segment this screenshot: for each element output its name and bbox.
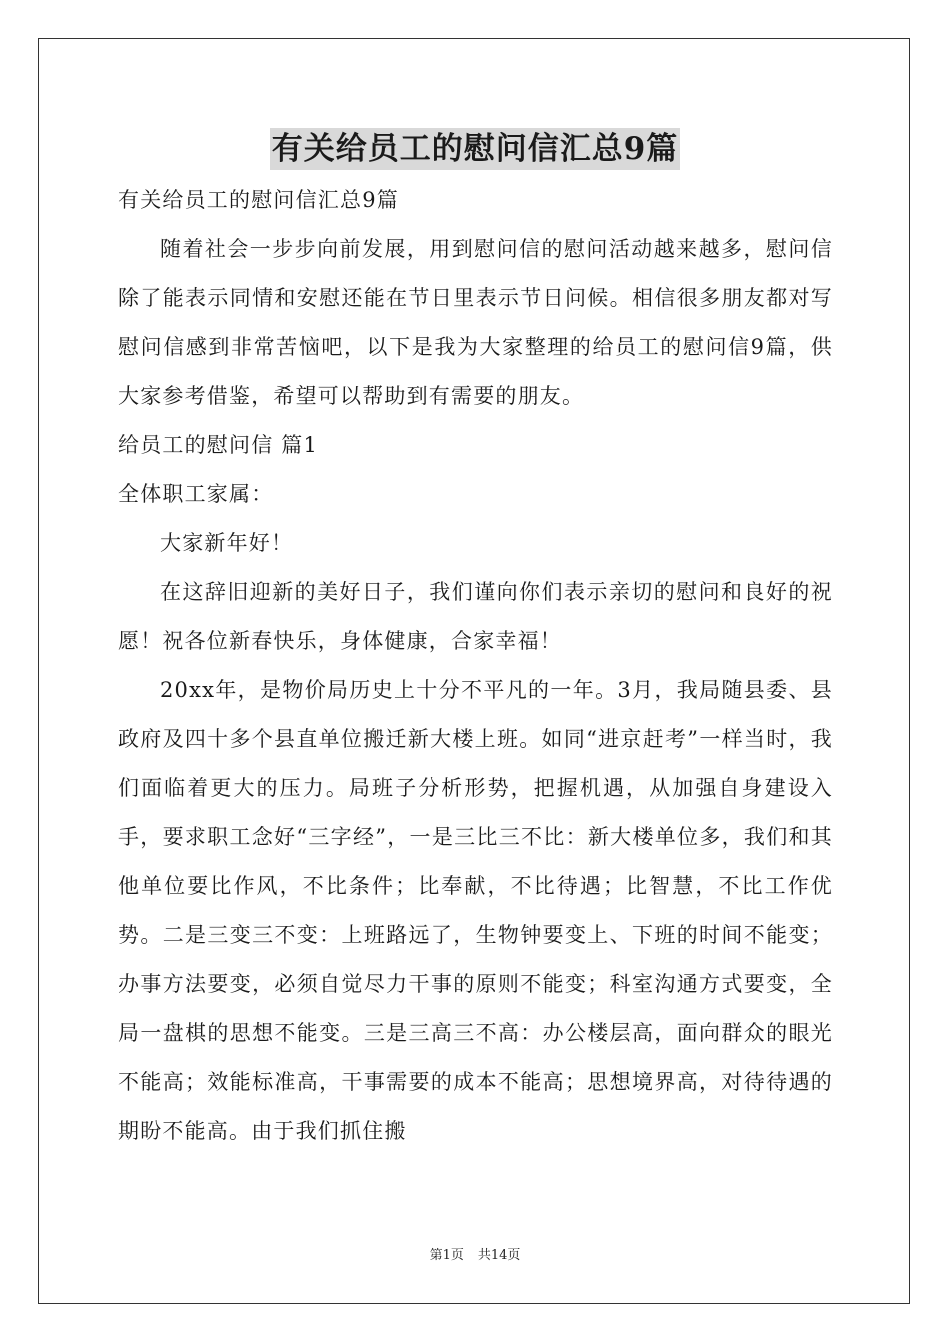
page-total: 共14页 — [477, 1248, 521, 1263]
body-paragraph-2: 20xx年，是物价局历史上十分不平凡的一年。3月，我局随县委、县政府及四十多个县直单位搬迁新大楼上班。如同“进京赶考”一样当时，我们面临着更大的压力。局班子分析形势，把握机遇，从加强自身建设入手，要求职工念好“三字经”，一是三比三不比：新大楼单位多，我们和其他单位要比作风，不比条件；比奉献，不比待遇；比智慧，不比工作优势。二是三变三不变：上班路远了，生物钟要变上、下班的时间不能变；办事方法要变，必须自觉尽力干事的原则不能变；科室沟通方式要变，全局一盘棋的思想不能变。三是三高三不高：办公楼层高，面向群众的眼光不能高；效能标准高，干事需要的成本不能高；思想境界高，对待待遇的期盼不能高。由于我们抓住搬 — [118, 678, 833, 1143]
salutation: 全体职工家属： — [118, 482, 274, 506]
page-number: 第1页 — [429, 1248, 464, 1263]
title-wrap — [0, 128, 950, 170]
intro-paragraph: 随着社会一步步向前发展，用到慰问信的慰问活动越来越多，慰问信除了能表示同情和安慰还能在节日里表示节日问候。相信很多朋友都对写慰问信感到非常苦恼吧，以下是我为大家整理的给员工的慰问信9篇，供大家参考借鉴，希望可以帮助到有需要的朋友。 — [118, 237, 833, 408]
page-footer — [0, 1247, 950, 1265]
greeting: 大家新年好！ — [160, 531, 294, 555]
document-title: 有关给员工的慰问信汇总9篇 — [270, 128, 681, 170]
section-heading: 给员工的慰问信 篇1 — [118, 433, 319, 457]
document-body — [118, 176, 833, 1156]
document-subtitle: 有关给员工的慰问信汇总9篇 — [118, 188, 399, 212]
body-paragraph-1: 在这辞旧迎新的美好日子，我们谨向你们表示亲切的慰问和良好的祝愿！祝各位新春快乐，身体健康，合家幸福！ — [118, 580, 833, 653]
